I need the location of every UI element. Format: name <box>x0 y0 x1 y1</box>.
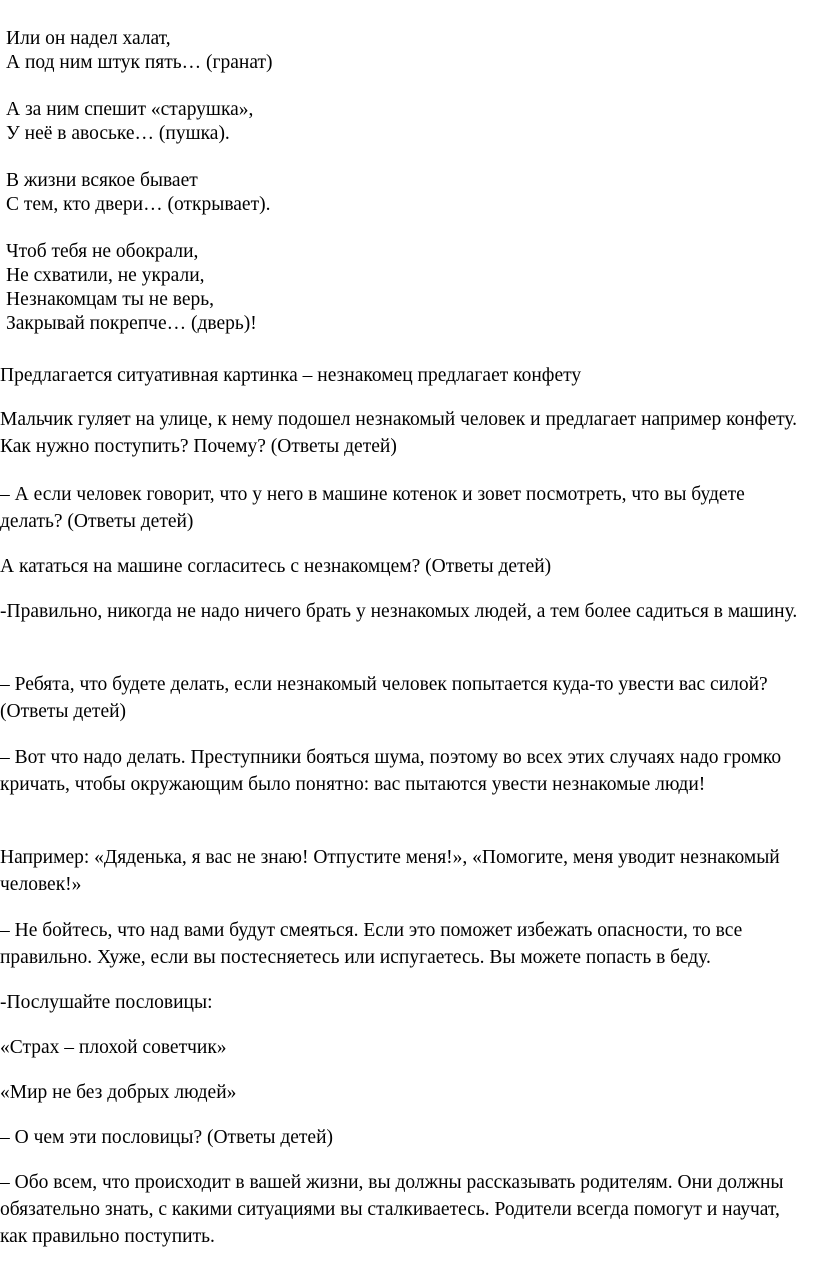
poem-line: С тем, кто двери… (открывает). <box>6 194 271 215</box>
paragraph: – Вот что надо делать. Преступники бояться шума, поэтому во всех этих случаях надо громко кричать, чтобы окружающим было понятно: вас пытаются увести незнакомые люди! <box>0 747 782 795</box>
paragraph: -Послушайте пословицы: <box>0 992 213 1013</box>
poem-stanza-3 <box>6 169 806 217</box>
proverb: «Страх – плохой советчик» <box>0 1037 227 1058</box>
paragraph: – А если человек говорит, что у него в машине котенок и зовет посмотреть, что вы будете делать? (Ответы детей) <box>0 484 745 532</box>
paragraph: – Обо всем, что происходит в вашей жизни, вы должны рассказывать родителям. Они должны обязательно знать, с какими ситуациями вы сталкиваетесь. Родители всегда помогут и научат, как правильно поступить. <box>0 1172 784 1247</box>
poem-line: А за ним спешит «старушка», <box>6 99 254 120</box>
paragraph: Предлагается ситуативная картинка – незнакомец предлагает конфету <box>0 365 582 386</box>
poem-line: Незнакомцам ты не верь, <box>6 289 215 310</box>
paragraph: Мальчик гуляет на улице, к нему подошел незнакомый человек и предлагает например конфету. Как нужно поступить? Почему? (Ответы детей) <box>0 409 798 457</box>
poem-stanza-2 <box>6 98 806 146</box>
poem-line: Чтоб тебя не обокрали, <box>6 241 199 262</box>
paragraph: Например: «Дяденька, я вас не знаю! Отпустите меня!», «Помогите, меня уводит незнакомый человек!» <box>0 847 780 895</box>
paragraph: – Не бойтесь, что над вами будут смеяться. Если это поможет избежать опасности, то все правильно. Хуже, если вы постесняетесь или испугаетесь. Вы можете попасть в беду. <box>0 920 743 968</box>
poem-line: Закрывай покрепче… (дверь)! <box>6 313 257 334</box>
poem-line: В жизни всякое бывает <box>6 170 198 191</box>
paragraph: – О чем эти пословицы? (Ответы детей) <box>0 1127 334 1148</box>
poem-stanza-1 <box>6 27 806 75</box>
proverb: «Мир не без добрых людей» <box>0 1082 237 1103</box>
poem-line: А под ним штук пять… (гранат) <box>6 52 273 73</box>
paragraph: -Правильно, никогда не надо ничего брать у незнакомых людей, а тем более садиться в машину. <box>0 601 798 622</box>
poem-line: Или он надел халат, <box>6 28 171 49</box>
poem-line: Не схватили, не украли, <box>6 265 205 286</box>
poem-stanza-4 <box>6 240 806 336</box>
poem-line: У неё в авоське… (пушка). <box>6 123 230 144</box>
paragraph: А кататься на машине согласитесь с незнакомцем? (Ответы детей) <box>0 556 552 577</box>
paragraph: – Ребята, что будете делать, если незнакомый человек попытается куда-то увести вас силой? (Ответы детей) <box>0 674 768 722</box>
